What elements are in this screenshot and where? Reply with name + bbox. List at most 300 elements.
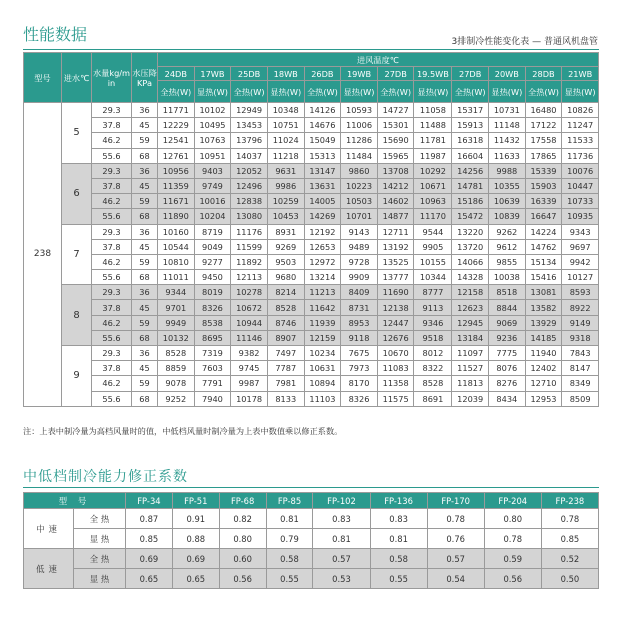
data-cell: 10963 xyxy=(414,194,452,209)
data-cell: 10733 xyxy=(562,194,599,209)
data-cell: 11642 xyxy=(304,300,341,315)
data-cell: 8012 xyxy=(414,346,452,361)
title-divider-2 xyxy=(23,487,599,488)
data-cell: 8593 xyxy=(562,285,599,300)
data-cell: 10894 xyxy=(304,376,341,391)
data-cell: 9344 xyxy=(158,285,195,300)
data-cell: 14676 xyxy=(304,118,341,133)
data-cell: 13777 xyxy=(377,270,414,285)
table-row xyxy=(24,361,599,376)
data-cell: 36 xyxy=(132,285,158,300)
data-cell: 55.6 xyxy=(92,148,132,163)
inlet-temp-cell: 7 xyxy=(62,224,92,285)
data-cell: 10701 xyxy=(341,209,378,224)
performance-subtitle: 3排制冷性能变化表 — 普通风机盘管 xyxy=(451,37,598,47)
data-cell: 11058 xyxy=(414,103,452,118)
data-cell: 7603 xyxy=(194,361,231,376)
performance-table xyxy=(23,52,599,407)
data-cell: 10160 xyxy=(158,224,195,239)
data-cell: 36 xyxy=(132,224,158,239)
coefficient-cell: 0.78 xyxy=(541,509,598,529)
data-cell: 10076 xyxy=(562,163,599,178)
data-cell: 14005 xyxy=(304,194,341,209)
data-cell: 16339 xyxy=(525,194,562,209)
data-cell: 12838 xyxy=(231,194,268,209)
data-cell: 9382 xyxy=(231,346,268,361)
data-cell: 9269 xyxy=(267,239,304,254)
data-cell: 11103 xyxy=(304,391,341,406)
data-cell: 10670 xyxy=(377,346,414,361)
data-cell: 12402 xyxy=(525,361,562,376)
data-cell: 46.2 xyxy=(92,133,132,148)
data-cell: 36 xyxy=(132,103,158,118)
data-cell: 12138 xyxy=(377,300,414,315)
data-cell: 8538 xyxy=(194,315,231,330)
data-cell: 45 xyxy=(132,361,158,376)
data-cell: 68 xyxy=(132,148,158,163)
data-cell: 10223 xyxy=(341,178,378,193)
data-cell: 11533 xyxy=(562,133,599,148)
coefficient-cell: 0.87 xyxy=(126,509,173,529)
data-cell: 59 xyxy=(132,315,158,330)
data-cell: 14066 xyxy=(452,254,489,269)
data-cell: 12972 xyxy=(304,254,341,269)
header-heat-type: 显热(W) xyxy=(341,81,378,103)
data-cell: 8931 xyxy=(267,224,304,239)
data-cell: 16318 xyxy=(452,133,489,148)
data-cell: 17558 xyxy=(525,133,562,148)
header-temp: 19WB xyxy=(341,67,378,81)
data-cell: 11286 xyxy=(341,133,378,148)
header-temp: 26DB xyxy=(304,67,341,81)
data-cell: 8518 xyxy=(489,285,526,300)
data-cell: 11083 xyxy=(377,361,414,376)
data-cell: 15049 xyxy=(304,133,341,148)
table-row xyxy=(24,285,599,300)
data-cell: 15313 xyxy=(304,148,341,163)
inlet-temp-cell: 5 xyxy=(62,103,92,164)
data-cell: 9942 xyxy=(562,254,599,269)
data-cell: 8276 xyxy=(489,376,526,391)
data-cell: 11813 xyxy=(452,376,489,391)
header-heat-type: 全热(W) xyxy=(452,81,489,103)
data-cell: 8019 xyxy=(194,285,231,300)
data-cell: 10348 xyxy=(267,103,304,118)
data-cell: 9860 xyxy=(341,163,378,178)
data-cell: 9143 xyxy=(341,224,378,239)
data-cell: 9252 xyxy=(158,391,195,406)
coefficient-cell: 0.65 xyxy=(126,569,173,589)
data-cell: 36 xyxy=(132,346,158,361)
data-cell: 8922 xyxy=(562,300,599,315)
header-model-name: FP-136 xyxy=(370,493,427,509)
data-cell: 11940 xyxy=(525,346,562,361)
data-cell: 13214 xyxy=(304,270,341,285)
data-cell: 8859 xyxy=(158,361,195,376)
header-heat-type: 全热(W) xyxy=(304,81,341,103)
data-cell: 46.2 xyxy=(92,315,132,330)
data-cell: 10016 xyxy=(194,194,231,209)
coefficient-cell: 0.69 xyxy=(172,549,219,569)
data-cell: 9680 xyxy=(267,270,304,285)
table-row xyxy=(24,133,599,148)
data-cell: 10344 xyxy=(414,270,452,285)
coefficient-cell: 0.55 xyxy=(370,569,427,589)
coefficient-cell: 0.56 xyxy=(484,569,541,589)
header-heat-type: 显热(W) xyxy=(194,81,231,103)
data-cell: 45 xyxy=(132,300,158,315)
table-row xyxy=(24,163,599,178)
speed-label: 中速 xyxy=(24,509,74,549)
coefficient-cell: 0.82 xyxy=(219,509,266,529)
data-cell: 10593 xyxy=(341,103,378,118)
data-cell: 9745 xyxy=(231,361,268,376)
correction-title: 中低档制冷能力修正系数 xyxy=(23,469,188,485)
data-cell: 29.3 xyxy=(92,285,132,300)
data-cell: 59 xyxy=(132,254,158,269)
data-cell: 55.6 xyxy=(92,209,132,224)
header-heat-type: 全热(W) xyxy=(377,81,414,103)
table-row xyxy=(24,549,599,569)
data-cell: 12953 xyxy=(525,391,562,406)
coefficient-cell: 0.80 xyxy=(219,529,266,549)
coefficient-cell: 0.83 xyxy=(370,509,427,529)
data-cell: 11176 xyxy=(231,224,268,239)
table-row xyxy=(24,194,599,209)
data-cell: 59 xyxy=(132,133,158,148)
header-heat-type: 显热(W) xyxy=(489,81,526,103)
data-cell: 12710 xyxy=(525,376,562,391)
data-cell: 15965 xyxy=(377,148,414,163)
data-cell: 14185 xyxy=(525,330,562,345)
data-cell: 10204 xyxy=(194,209,231,224)
data-cell: 13929 xyxy=(525,315,562,330)
header-heat-type: 显热(W) xyxy=(267,81,304,103)
coefficient-cell: 0.56 xyxy=(219,569,266,589)
data-cell: 7843 xyxy=(562,346,599,361)
speed-label: 低速 xyxy=(24,549,74,589)
data-cell: 10944 xyxy=(231,315,268,330)
coefficient-cell: 0.81 xyxy=(313,529,370,549)
data-cell: 9236 xyxy=(489,330,526,345)
header-heat-type: 全热(W) xyxy=(231,81,268,103)
header-model-name: FP-68 xyxy=(219,493,266,509)
data-cell: 11218 xyxy=(267,148,304,163)
coefficient-cell: 0.52 xyxy=(541,549,598,569)
data-cell: 10259 xyxy=(267,194,304,209)
coefficient-cell: 0.78 xyxy=(427,509,484,529)
table-row xyxy=(24,209,599,224)
data-cell: 15339 xyxy=(525,163,562,178)
data-cell: 9262 xyxy=(489,224,526,239)
data-cell: 15186 xyxy=(452,194,489,209)
coefficient-cell: 0.69 xyxy=(126,549,173,569)
coefficient-cell: 0.58 xyxy=(370,549,427,569)
coefficient-cell: 0.85 xyxy=(541,529,598,549)
header-temp: 19.5WB xyxy=(414,67,452,81)
header-temp: 21WB xyxy=(562,67,599,81)
data-cell: 8214 xyxy=(267,285,304,300)
data-cell: 68 xyxy=(132,209,158,224)
data-cell: 11358 xyxy=(377,376,414,391)
data-cell: 12229 xyxy=(158,118,195,133)
data-cell: 12052 xyxy=(231,163,268,178)
data-cell: 11488 xyxy=(414,118,452,133)
coefficient-cell: 0.59 xyxy=(484,549,541,569)
data-cell: 14224 xyxy=(525,224,562,239)
coefficient-cell: 0.80 xyxy=(484,509,541,529)
heat-type-label: 全 热 xyxy=(74,549,126,569)
header-temp: 27DB xyxy=(377,67,414,81)
header-water-flow: 水量kg/min xyxy=(92,53,132,103)
data-cell: 8731 xyxy=(341,300,378,315)
data-cell: 11987 xyxy=(414,148,452,163)
coefficient-cell: 0.55 xyxy=(266,569,313,589)
header-temp: 17WB xyxy=(194,67,231,81)
data-cell: 11024 xyxy=(267,133,304,148)
data-cell: 10178 xyxy=(231,391,268,406)
table-row xyxy=(24,569,599,589)
header-heat-type: 显热(W) xyxy=(562,81,599,103)
data-cell: 10826 xyxy=(562,103,599,118)
data-cell: 13582 xyxy=(525,300,562,315)
data-cell: 46.2 xyxy=(92,376,132,391)
data-cell: 13631 xyxy=(304,178,341,193)
data-cell: 17865 xyxy=(525,148,562,163)
data-cell: 11890 xyxy=(158,209,195,224)
data-cell: 9949 xyxy=(158,315,195,330)
data-cell: 12711 xyxy=(377,224,414,239)
data-cell: 68 xyxy=(132,330,158,345)
data-cell: 14212 xyxy=(377,178,414,193)
data-cell: 9612 xyxy=(489,239,526,254)
data-cell: 45 xyxy=(132,118,158,133)
data-cell: 11736 xyxy=(562,148,599,163)
table-row xyxy=(24,330,599,345)
data-cell: 12496 xyxy=(231,178,268,193)
coefficient-cell: 0.83 xyxy=(313,509,370,529)
data-cell: 9987 xyxy=(231,376,268,391)
table-row xyxy=(24,178,599,193)
data-cell: 9346 xyxy=(414,315,452,330)
data-cell: 11213 xyxy=(304,285,341,300)
data-cell: 12676 xyxy=(377,330,414,345)
header-temp: 27DB xyxy=(452,67,489,81)
data-cell: 8409 xyxy=(341,285,378,300)
data-cell: 11247 xyxy=(562,118,599,133)
data-cell: 10155 xyxy=(414,254,452,269)
data-cell: 13525 xyxy=(377,254,414,269)
data-cell: 8434 xyxy=(489,391,526,406)
data-cell: 11097 xyxy=(452,346,489,361)
data-cell: 8326 xyxy=(194,300,231,315)
data-cell: 10956 xyxy=(158,163,195,178)
table-row xyxy=(24,509,599,529)
data-cell: 15913 xyxy=(452,118,489,133)
data-cell: 11146 xyxy=(231,330,268,345)
data-cell: 9986 xyxy=(267,178,304,193)
data-cell: 8691 xyxy=(414,391,452,406)
header-temp: 24DB xyxy=(158,67,195,81)
data-cell: 13080 xyxy=(231,209,268,224)
data-cell: 13453 xyxy=(231,118,268,133)
header-heat-type: 全热(W) xyxy=(158,81,195,103)
data-cell: 7981 xyxy=(267,376,304,391)
data-cell: 12158 xyxy=(452,285,489,300)
data-cell: 10102 xyxy=(194,103,231,118)
data-cell: 11575 xyxy=(377,391,414,406)
table-note: 注：上表中制冷量为高档风量时的值，中低档风量时制冷量为上表中数值乘以修正系数。 xyxy=(23,426,343,436)
data-cell: 13796 xyxy=(231,133,268,148)
data-cell: 10763 xyxy=(194,133,231,148)
data-cell: 8170 xyxy=(341,376,378,391)
header-inlet-air-temp: 进风温度℃ xyxy=(158,53,599,67)
data-cell: 9403 xyxy=(194,163,231,178)
data-cell: 8326 xyxy=(341,391,378,406)
data-cell: 37.8 xyxy=(92,118,132,133)
data-cell: 12192 xyxy=(304,224,341,239)
data-cell: 8528 xyxy=(158,346,195,361)
coefficient-cell: 0.57 xyxy=(313,549,370,569)
data-cell: 11527 xyxy=(452,361,489,376)
data-cell: 9049 xyxy=(194,239,231,254)
coefficient-cell: 0.78 xyxy=(484,529,541,549)
data-cell: 11011 xyxy=(158,270,195,285)
table-row xyxy=(24,239,599,254)
data-cell: 9631 xyxy=(267,163,304,178)
header-model-name: FP-51 xyxy=(172,493,219,509)
data-cell: 10839 xyxy=(489,209,526,224)
table-row xyxy=(24,254,599,269)
data-cell: 10671 xyxy=(414,178,452,193)
header-model-name: FP-34 xyxy=(126,493,173,509)
data-cell: 10132 xyxy=(158,330,195,345)
data-cell: 9909 xyxy=(341,270,378,285)
coefficient-cell: 0.85 xyxy=(126,529,173,549)
data-cell: 37.8 xyxy=(92,239,132,254)
data-cell: 9277 xyxy=(194,254,231,269)
data-cell: 8076 xyxy=(489,361,526,376)
coefficient-cell: 0.79 xyxy=(266,529,313,549)
header-model-name: FP-238 xyxy=(541,493,598,509)
table-row xyxy=(24,529,599,549)
data-cell: 55.6 xyxy=(92,330,132,345)
coefficient-cell: 0.76 xyxy=(427,529,484,549)
data-cell: 9078 xyxy=(158,376,195,391)
table-row xyxy=(24,346,599,361)
data-cell: 10447 xyxy=(562,178,599,193)
data-cell: 68 xyxy=(132,391,158,406)
data-cell: 59 xyxy=(132,194,158,209)
data-cell: 15690 xyxy=(377,133,414,148)
heat-type-label: 显 热 xyxy=(74,529,126,549)
data-cell: 8528 xyxy=(267,300,304,315)
data-cell: 10951 xyxy=(194,148,231,163)
data-cell: 9318 xyxy=(562,330,599,345)
data-cell: 13147 xyxy=(304,163,341,178)
data-cell: 14781 xyxy=(452,178,489,193)
coefficient-cell: 0.50 xyxy=(541,569,598,589)
data-cell: 10672 xyxy=(231,300,268,315)
table-row xyxy=(24,315,599,330)
title-divider xyxy=(23,49,599,50)
data-cell: 8509 xyxy=(562,391,599,406)
data-cell: 12447 xyxy=(377,315,414,330)
data-cell: 14256 xyxy=(452,163,489,178)
header-pressure-drop: 水压降KPa xyxy=(132,53,158,103)
data-cell: 9855 xyxy=(489,254,526,269)
data-cell: 13708 xyxy=(377,163,414,178)
data-cell: 8777 xyxy=(414,285,452,300)
data-cell: 9518 xyxy=(414,330,452,345)
data-cell: 12949 xyxy=(231,103,268,118)
data-cell: 15301 xyxy=(377,118,414,133)
table-row xyxy=(24,391,599,406)
data-cell: 10355 xyxy=(489,178,526,193)
data-cell: 45 xyxy=(132,239,158,254)
data-cell: 10292 xyxy=(414,163,452,178)
data-cell: 11432 xyxy=(489,133,526,148)
data-cell: 10544 xyxy=(158,239,195,254)
data-cell: 55.6 xyxy=(92,391,132,406)
data-cell: 17122 xyxy=(525,118,562,133)
coefficient-cell: 0.58 xyxy=(266,549,313,569)
data-cell: 15903 xyxy=(525,178,562,193)
heat-type-label: 显 热 xyxy=(74,569,126,589)
data-cell: 11148 xyxy=(489,118,526,133)
data-cell: 15134 xyxy=(525,254,562,269)
data-cell: 14877 xyxy=(377,209,414,224)
data-cell: 8953 xyxy=(341,315,378,330)
data-cell: 16480 xyxy=(525,103,562,118)
data-cell: 8719 xyxy=(194,224,231,239)
header-model: 型号 xyxy=(24,53,62,103)
coefficient-cell: 0.65 xyxy=(172,569,219,589)
data-cell: 11771 xyxy=(158,103,195,118)
data-cell: 10731 xyxy=(489,103,526,118)
data-cell: 8349 xyxy=(562,376,599,391)
data-cell: 9113 xyxy=(414,300,452,315)
data-cell: 7940 xyxy=(194,391,231,406)
data-cell: 14762 xyxy=(525,239,562,254)
data-cell: 9701 xyxy=(158,300,195,315)
data-cell: 10234 xyxy=(304,346,341,361)
header-temp: 18WB xyxy=(267,67,304,81)
header-temp: 20WB xyxy=(489,67,526,81)
data-cell: 14328 xyxy=(452,270,489,285)
table-row xyxy=(24,148,599,163)
data-cell: 9905 xyxy=(414,239,452,254)
inlet-temp-cell: 8 xyxy=(62,285,92,346)
data-cell: 9988 xyxy=(489,163,526,178)
table-row xyxy=(24,300,599,315)
data-cell: 8695 xyxy=(194,330,231,345)
data-cell: 8844 xyxy=(489,300,526,315)
data-cell: 13184 xyxy=(452,330,489,345)
data-cell: 9749 xyxy=(194,178,231,193)
coefficient-cell: 0.60 xyxy=(219,549,266,569)
table-row xyxy=(24,118,599,133)
data-cell: 9728 xyxy=(341,254,378,269)
data-cell: 13720 xyxy=(452,239,489,254)
data-cell: 29.3 xyxy=(92,163,132,178)
data-cell: 29.3 xyxy=(92,224,132,239)
data-cell: 29.3 xyxy=(92,346,132,361)
data-cell: 11484 xyxy=(341,148,378,163)
data-cell: 13220 xyxy=(452,224,489,239)
data-cell: 10495 xyxy=(194,118,231,133)
table-row xyxy=(24,270,599,285)
